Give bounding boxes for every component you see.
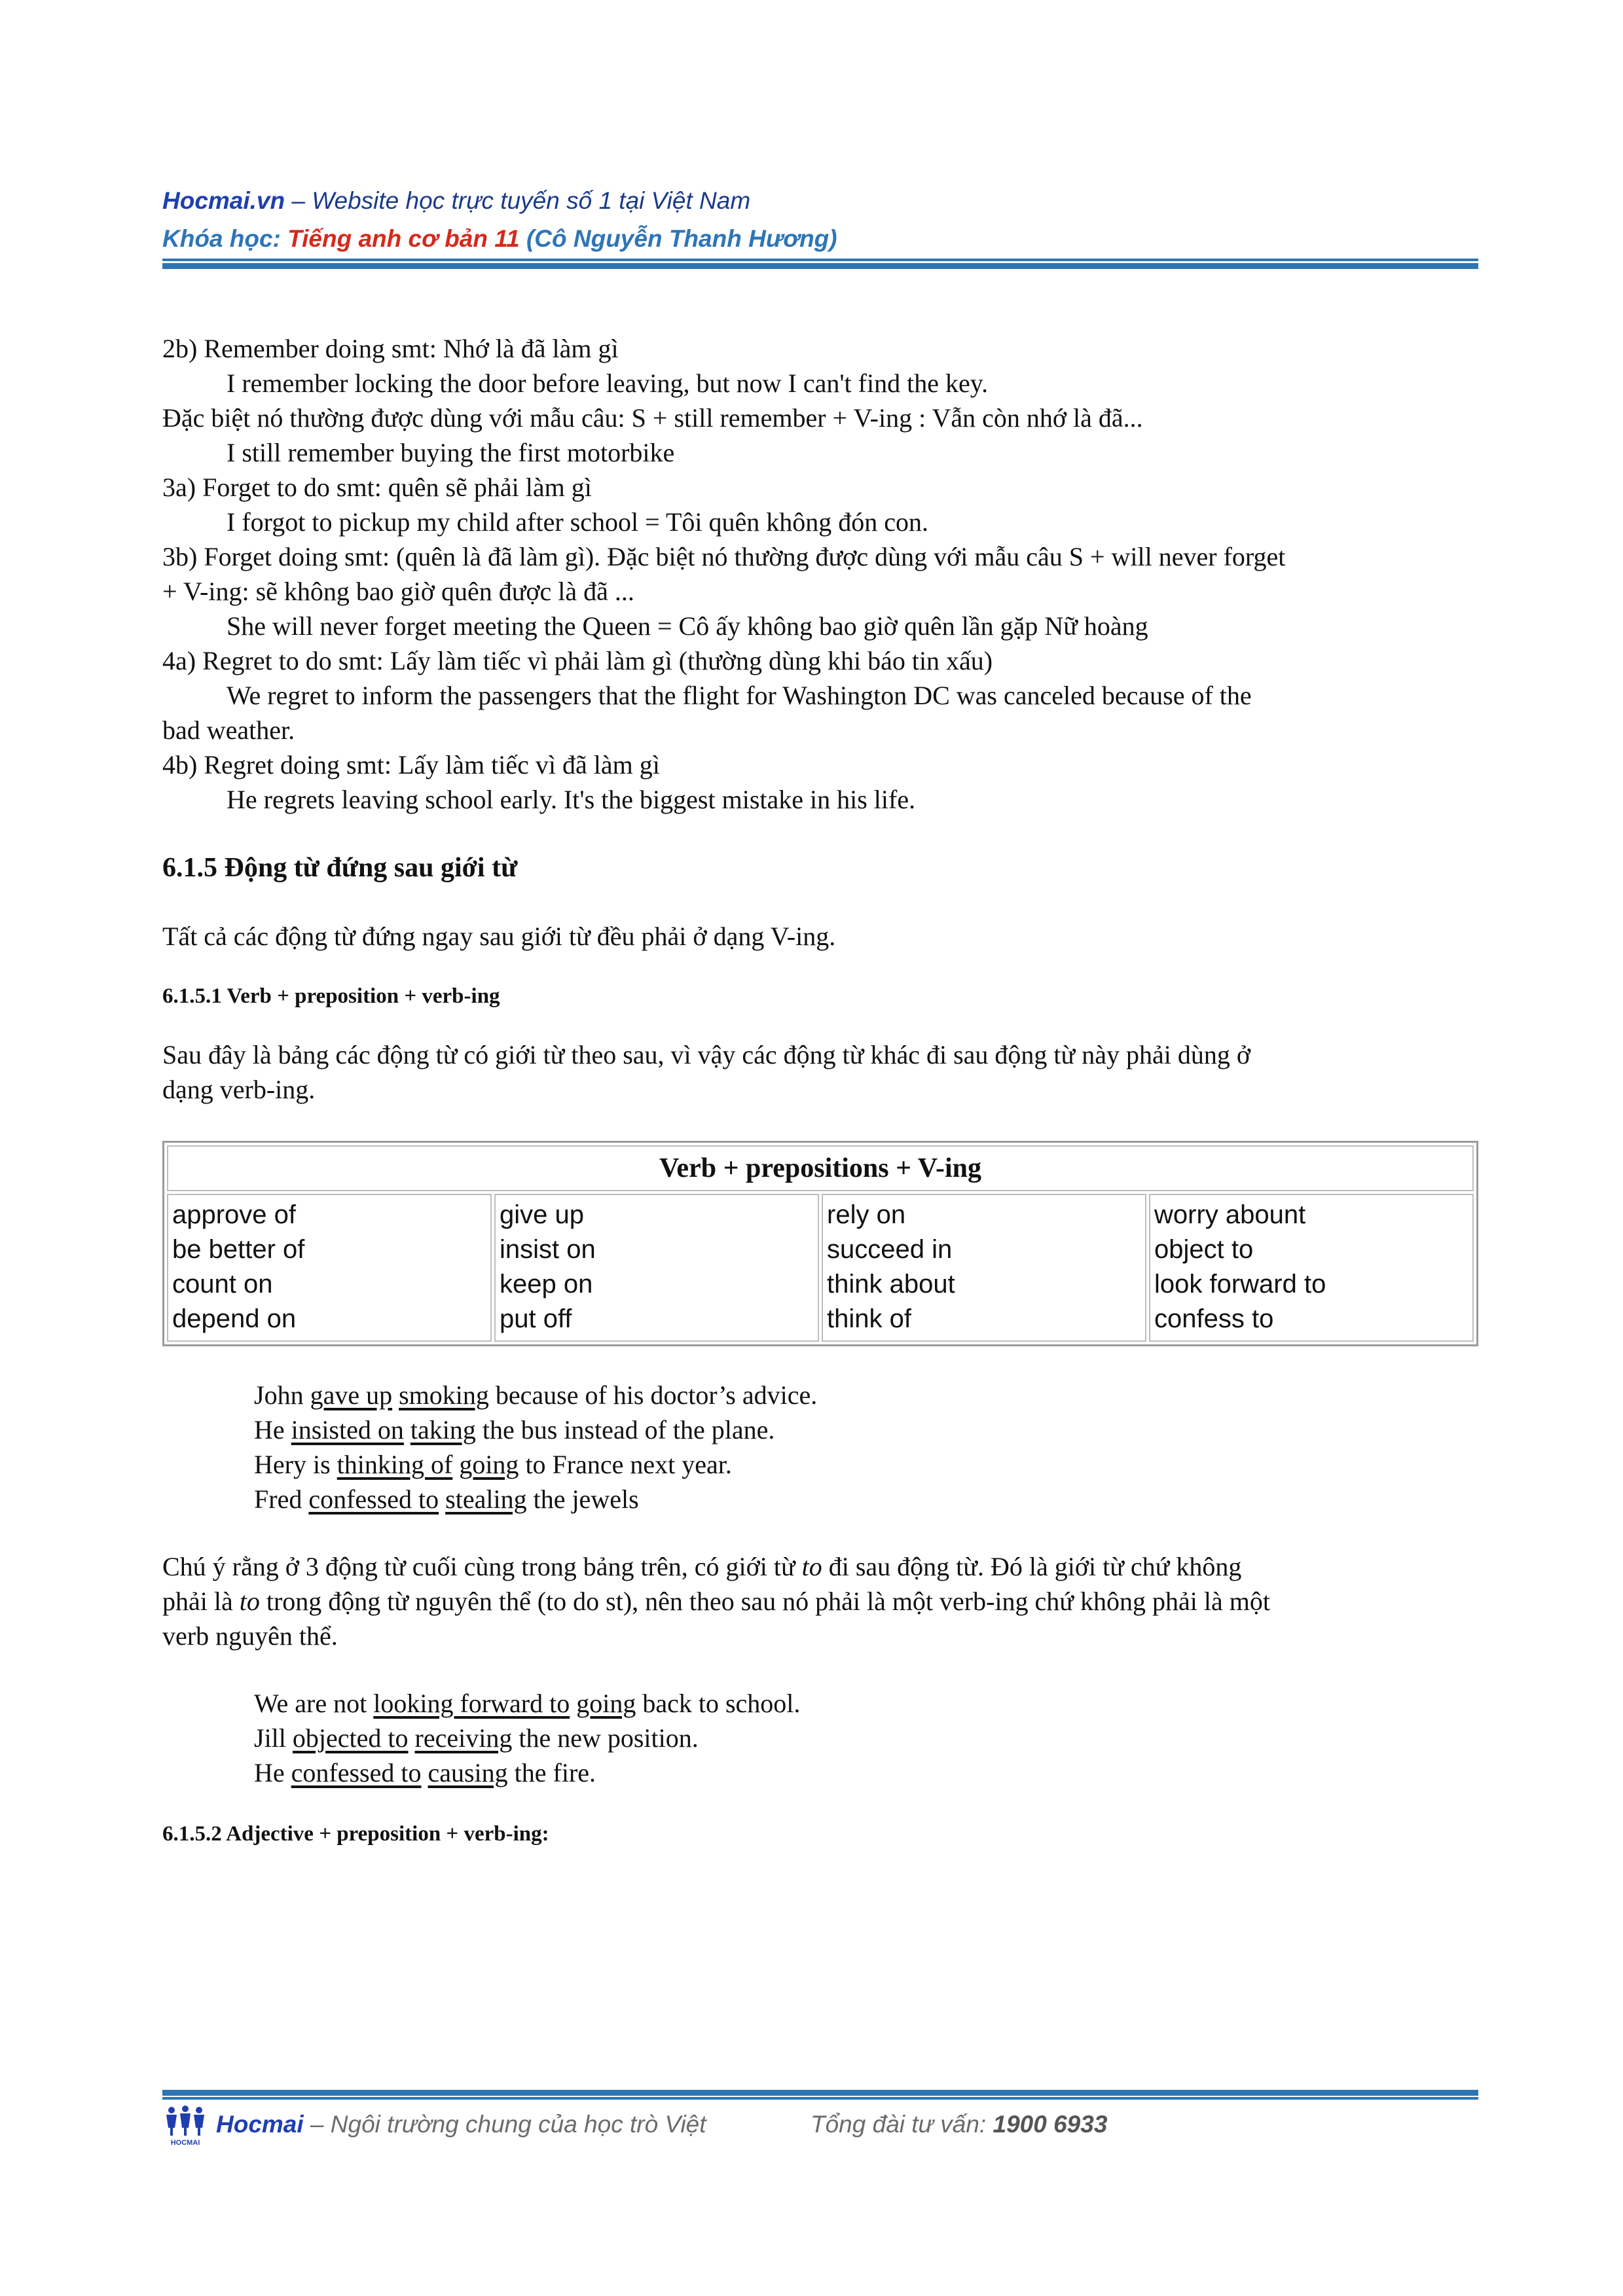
example-sentence <box>162 1721 1478 1755</box>
example-sentence <box>162 1412 1478 1447</box>
table-column <box>167 1194 492 1342</box>
note-text: đi sau động từ. Đó là giới từ chứ không <box>822 1552 1242 1581</box>
example-text: the new position. <box>512 1723 699 1753</box>
table-column <box>494 1194 819 1342</box>
table-cell: insist on <box>500 1235 596 1264</box>
verb-preposition-table <box>162 1141 1478 1346</box>
header-course-teacher: (Cô Nguyễn Thanh Hương) <box>519 225 837 252</box>
header-line-1 <box>162 182 1478 220</box>
body-line: He regrets leaving school early. It's the biggest mistake in his life. <box>227 785 916 814</box>
note-line <box>162 1549 1478 1584</box>
subsection-intro-line: dạng verb-ing. <box>162 1075 316 1104</box>
example-text: We are not <box>254 1689 374 1718</box>
example-text: Fred <box>254 1484 309 1514</box>
table-column <box>1149 1194 1474 1342</box>
body-line: 3a) Forget to do smt: quên sẽ phải làm gì <box>162 473 592 502</box>
table-title: Verb + prepositions + V-ing <box>167 1145 1474 1191</box>
header-rule-thick <box>162 263 1478 269</box>
header-course-name: Tiếng anh cơ bản 11 <box>287 225 520 252</box>
subsection-heading-1: 6.1.5.1 Verb + preposition + verb-ing <box>162 984 500 1008</box>
header-rule-thin <box>162 259 1478 261</box>
footer-hotline-label: Tổng đài tư vấn: <box>811 2111 993 2138</box>
note-text: Chú ý rằng ở 3 động từ cuối cùng trong bảng trên, có giới từ <box>162 1552 802 1581</box>
footer-brand: Hocmai <box>216 2111 304 2138</box>
table-cell: rely on <box>827 1200 906 1229</box>
example-gerund: stealing <box>445 1484 527 1514</box>
example-space <box>421 1758 428 1787</box>
example-space <box>570 1689 576 1718</box>
example-verb: confessed to <box>308 1484 439 1514</box>
subsection-intro-line: Sau đây là bảng các động từ có giới từ theo sau, vì vậy các động từ khác đi sau động từ này phải dùng ở <box>162 1040 1250 1069</box>
note-italic: to <box>801 1552 822 1581</box>
page-content <box>162 331 1478 1850</box>
example-text: Jill <box>254 1723 293 1753</box>
example-verb: gave up <box>310 1380 393 1410</box>
body-line: 4a) Regret to do smt: Lấy làm tiếc vì phải làm gì (thường dùng khi báo tin xấu) <box>162 646 993 675</box>
body-line: 2b) Remember doing smt: Nhớ là đã làm gì <box>162 334 619 363</box>
body-line: We regret to inform the passengers that the flight for Washington DC was canceled because of the <box>227 681 1252 710</box>
example-verb: looking forward to <box>373 1689 570 1718</box>
example-space <box>409 1723 415 1753</box>
example-text: the jewels <box>526 1484 639 1514</box>
examples-group-2 <box>162 1686 1478 1790</box>
table-cell: think of <box>827 1304 911 1333</box>
table-cell: worry abount <box>1154 1200 1306 1229</box>
example-space <box>439 1484 445 1514</box>
body-line: I still remember buying the first motorbike <box>227 438 675 467</box>
footer-slogan: – Ngôi trường chung của học trò Việt <box>303 2111 706 2138</box>
example-sentence <box>162 1447 1478 1482</box>
example-text: Hery is <box>254 1450 337 1479</box>
table-cell: give up <box>500 1200 584 1229</box>
table-row <box>167 1194 1474 1342</box>
example-sentence <box>162 1686 1478 1721</box>
example-text: John <box>254 1380 310 1410</box>
example-space <box>452 1450 459 1479</box>
table-cell: object to <box>1154 1235 1254 1264</box>
example-text: He <box>254 1758 291 1787</box>
example-gerund: going <box>459 1450 519 1479</box>
header-course-label: Khóa học: <box>162 225 288 252</box>
example-space <box>392 1380 399 1410</box>
example-sentence <box>162 1378 1478 1412</box>
logo-text: HOCMAI <box>170 2139 200 2146</box>
note-line <box>162 1584 1478 1619</box>
table-cell: succeed in <box>827 1235 953 1264</box>
example-text: because of his doctor’s advice. <box>488 1380 818 1410</box>
example-sentence <box>162 1755 1478 1790</box>
footer-rule-thin <box>162 2097 1478 2100</box>
table-cell: approve of <box>172 1200 297 1229</box>
examples-group-1 <box>162 1378 1478 1516</box>
example-gerund: receiving <box>414 1723 513 1753</box>
body-line: + V-ing: sẽ không bao giờ quên được là đã ... <box>162 577 634 606</box>
table-cell: think about <box>827 1270 955 1299</box>
footer-slogan-line <box>216 2106 706 2144</box>
note-paragraph <box>162 1549 1478 1653</box>
example-verb: objected to <box>292 1723 409 1753</box>
hocmai-logo-icon <box>162 2106 208 2146</box>
section-intro: Tất cả các động từ đứng ngay sau giới từ đều phải ở dạng V-ing. <box>162 922 836 951</box>
table-cell: count on <box>172 1270 273 1299</box>
body-line: Đặc biệt nó thường được dùng với mẫu câu: S + still remember + V-ing : Vẫn còn nhớ là đã... <box>162 403 1143 433</box>
example-gerund: causing <box>428 1758 508 1787</box>
header-brand: Hocmai.vn <box>162 187 285 214</box>
table-cell: confess to <box>1154 1304 1274 1333</box>
body-line: 3b) Forget doing smt: (quên là đã làm gì). Đặc biệt nó thường được dùng với mẫu câu S + will never forget <box>162 542 1286 571</box>
table-column <box>822 1194 1146 1342</box>
header-line-2 <box>162 220 1478 258</box>
table-cell: depend on <box>172 1304 297 1333</box>
table-cell: be better of <box>172 1235 305 1264</box>
body-line: She will never forget meeting the Queen = Cô ấy không bao giờ quên lần gặp Nữ hoàng <box>227 611 1148 641</box>
body-line: bad weather. <box>162 715 295 745</box>
note-italic: to <box>239 1587 260 1616</box>
example-verb: insisted on <box>291 1415 404 1444</box>
example-text: back to school. <box>636 1689 801 1718</box>
body-line: I remember locking the door before leaving, but now I can't find the key. <box>227 368 989 398</box>
example-verb: confessed to <box>291 1758 422 1787</box>
table-cell: put off <box>500 1304 572 1333</box>
subsection-heading-2: 6.1.5.2 Adjective + preposition + verb-ing: <box>162 1822 549 1846</box>
section-heading: 6.1.5 Động từ đứng sau giới từ <box>162 853 518 883</box>
example-verb: thinking of <box>337 1450 453 1479</box>
footer-hotline-number: 1900 6933 <box>993 2111 1108 2138</box>
example-gerund: taking <box>410 1415 476 1444</box>
page-header <box>162 182 1478 258</box>
table-cell: look forward to <box>1154 1270 1326 1299</box>
note-text: trong động từ nguyên thể (to do st), nên theo sau nó phải là một verb-ing chứ không phải là một <box>259 1587 1270 1616</box>
example-sentence <box>162 1482 1478 1516</box>
footer-rule-thick <box>162 2090 1478 2096</box>
example-text: to France next year. <box>519 1450 732 1479</box>
table-cell: keep on <box>500 1270 593 1299</box>
example-gerund: going <box>576 1689 636 1718</box>
example-gerund: smoking <box>399 1380 489 1410</box>
example-text: the fire. <box>507 1758 596 1787</box>
body-line: 4b) Regret doing smt: Lấy làm tiếc vì đã làm gì <box>162 750 660 780</box>
example-text: He <box>254 1415 291 1444</box>
note-line: verb nguyên thể. <box>162 1621 338 1651</box>
note-text: phải là <box>162 1587 240 1616</box>
header-tagline: – Website học trực tuyến số 1 tại Việt Nam <box>291 187 751 214</box>
example-text: the bus instead of the plane. <box>475 1415 775 1444</box>
example-space <box>404 1415 410 1444</box>
body-line: I forgot to pickup my child after school = Tôi quên không đón con. <box>227 507 929 537</box>
footer-hotline <box>811 2106 1107 2144</box>
